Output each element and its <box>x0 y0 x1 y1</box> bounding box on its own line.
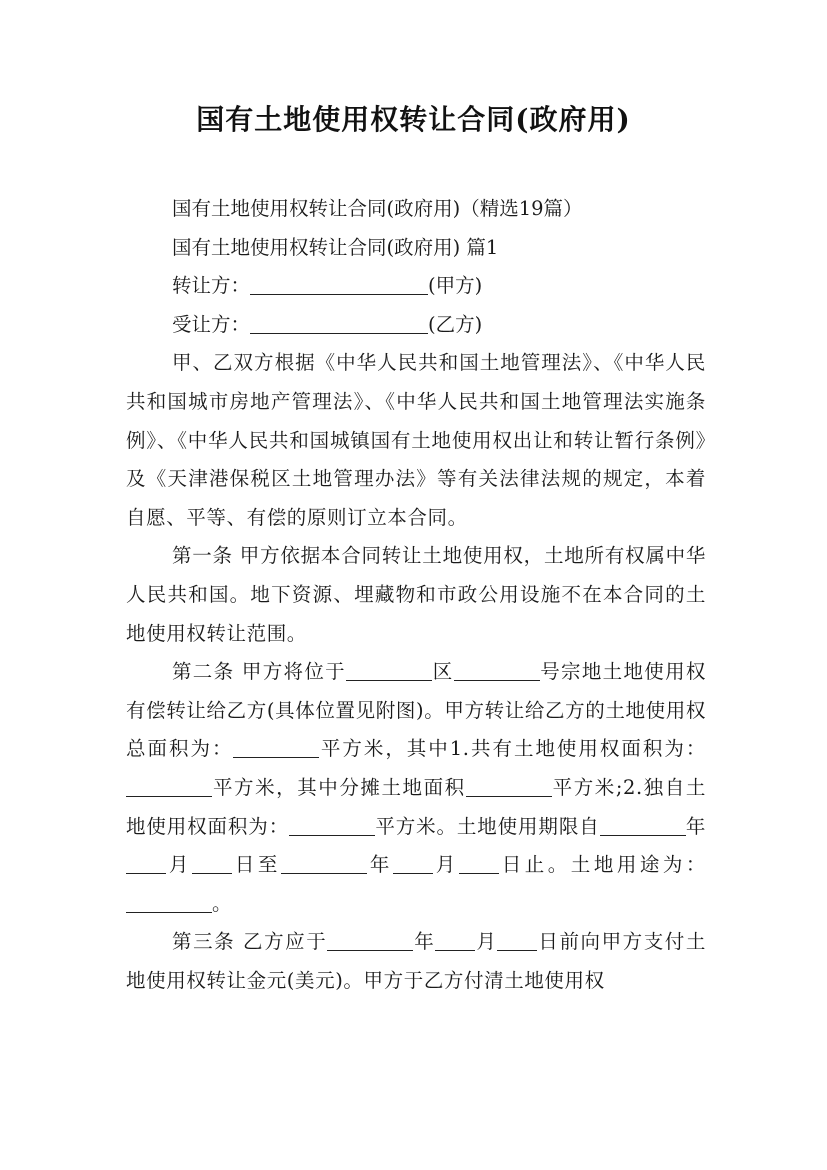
article-2-text: 第二条 甲方将位于 <box>172 660 346 684</box>
blank-exclusive-area <box>289 815 375 836</box>
article-2-text: 。 <box>212 891 233 915</box>
document-subtitle: 国有土地使用权转让合同(政府用)（精选19篇） <box>172 197 583 220</box>
transferee-label: 受让方： <box>172 312 251 336</box>
transferee-line <box>126 306 706 345</box>
blank-shared-area <box>126 776 212 797</box>
article-2-text: 平方米;2.独自土地使用权面积为： <box>126 775 707 838</box>
article-2-text: 月 <box>432 853 459 877</box>
article-2-text: 平方米。土地使用期限自 <box>375 814 600 838</box>
blank-start-month <box>126 854 166 875</box>
article-2-text: 平方米，其中分摊土地面积 <box>212 775 466 799</box>
article-2-text: 日止。土地用途为： <box>498 853 707 877</box>
article-3-text: 月 <box>475 930 498 954</box>
article-2-text: 日至 <box>231 853 281 877</box>
article-3-text: 年 <box>413 930 436 954</box>
blank-payment-month <box>435 931 475 952</box>
blank-apportioned-area <box>466 776 552 797</box>
blank-lot-number <box>454 661 540 682</box>
blank-start-year <box>600 815 686 836</box>
transferee-blank <box>250 313 428 334</box>
preamble-paragraph: 甲、乙双方根据《中华人民共和国土地管理法》、《中华人民共和国城市房地产管理法》、《中华人民共和国土地管理法实施条例》、《中华人民共和国城镇国有土地使用权出让和转让暂行条例》及《天津港保税区土地管理办法》等有关法律法规的规定，本着自愿、平等、有偿的原则订立本合同。 <box>126 351 706 529</box>
blank-end-year <box>281 854 367 875</box>
article-2-paragraph <box>126 653 706 923</box>
article-2-text: 区 <box>431 660 454 684</box>
document-title: 国有土地使用权转让合同(政府用) <box>196 103 631 136</box>
article-2-text: 年 <box>366 853 393 877</box>
article-3-text: 第三条 乙方应于 <box>172 930 328 954</box>
article-2-text: 平方米，其中1.共有土地使用权面积为： <box>319 737 706 761</box>
blank-start-day <box>192 854 232 875</box>
blank-payment-year <box>327 931 413 952</box>
transferee-suffix: (乙方) <box>428 312 483 336</box>
blank-district <box>346 661 432 682</box>
transferor-label: 转让方： <box>172 274 251 298</box>
blank-end-day <box>459 854 499 875</box>
blank-payment-day <box>497 931 537 952</box>
article-2-text: 号宗地土地使用权有偿转让给乙方(具体位置见附图)。甲方转让给乙方的土地使用权总面积为： <box>126 660 706 761</box>
transferor-blank <box>250 275 428 296</box>
article-2-text: 年 <box>685 814 706 838</box>
article-3-text: 日前向甲方支付土地使用权转让金元(美元)。甲方于乙方付清土地使用权 <box>126 930 706 992</box>
blank-land-use <box>126 892 212 913</box>
section-heading: 国有土地使用权转让合同(政府用) 篇1 <box>172 235 499 259</box>
article-3-paragraph <box>126 923 706 1000</box>
transferor-suffix: (甲方) <box>428 274 483 298</box>
transferor-line <box>126 267 706 306</box>
article-1-paragraph: 第一条 甲方依据本合同转让土地使用权，土地所有权属中华人民共和国。地下资源、埋藏物和市政公用设施不在本合同的土地使用权转让范围。 <box>126 544 706 645</box>
document-body <box>126 190 706 1000</box>
blank-total-area <box>233 738 319 759</box>
blank-end-month <box>393 854 433 875</box>
article-2-text: 月 <box>166 853 192 877</box>
